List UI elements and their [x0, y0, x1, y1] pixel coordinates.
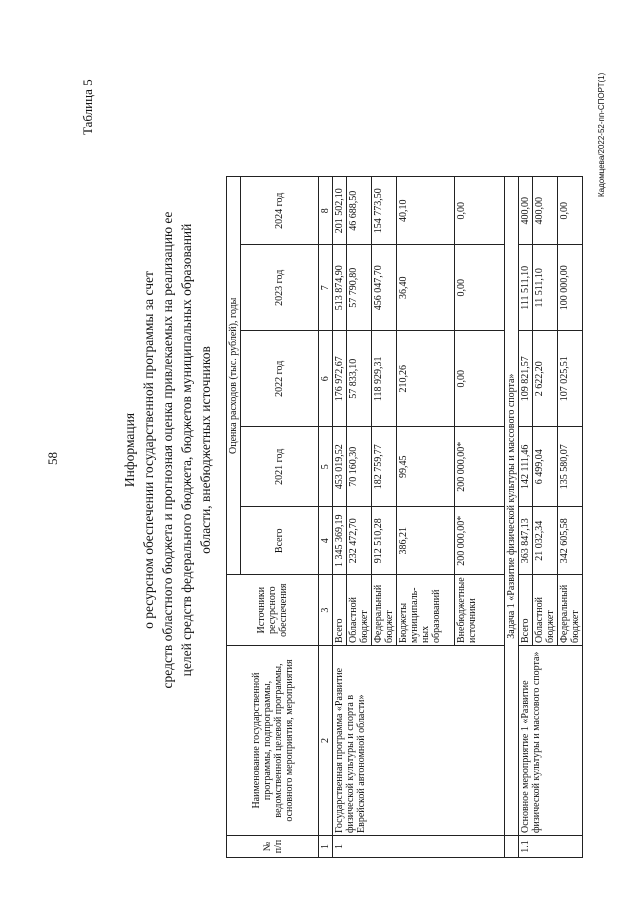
value-cell: 513 874,90 [333, 245, 347, 331]
value-cell: 46 688,50 [347, 177, 372, 245]
value-cell: 11 511,10 [533, 245, 558, 331]
header-name: Наименование государственной программы, подпрограммы, ведомственной целевой программы, основного мероприятия, мероприятия [227, 646, 319, 836]
header-year: 2023 год [241, 245, 319, 331]
source-cell: Федеральный бюджет [372, 575, 397, 646]
column-number: 4 [319, 507, 333, 575]
value-cell: 201 502,10 [333, 177, 347, 245]
heading-line: целей средств федерального бюджета, бюджетов муниципальных образований [179, 223, 194, 677]
source-cell: Областной бюджет [533, 575, 558, 646]
value-cell: 57 833,10 [347, 331, 372, 427]
value-cell: 135 580,07 [558, 427, 583, 507]
value-cell: 210,26 [397, 331, 455, 427]
task-num-cell [505, 836, 519, 858]
heading-line: средств областного бюджета и прогнозная оценка привлекаемых на реализацию ее [160, 211, 175, 689]
column-number: 7 [319, 245, 333, 331]
header-year: 2024 год [241, 177, 319, 245]
value-cell: 118 929,31 [372, 331, 397, 427]
heading-line: области, внебюджетных источников [198, 346, 213, 554]
value-cell: 400,00 [533, 177, 558, 245]
value-cell: 40,10 [397, 177, 455, 245]
row-num: 1.1 [519, 836, 583, 858]
table-row [519, 177, 533, 858]
footer-reference: Кадомцева/2022-52-пп-СПОРТ(1) [597, 72, 606, 197]
value-cell: 6 499,04 [533, 427, 558, 507]
column-number: 5 [319, 427, 333, 507]
header-year: 2021 год [241, 427, 319, 507]
column-number: 1 [319, 836, 333, 858]
table-header-row [227, 177, 241, 858]
value-cell: 99,45 [397, 427, 455, 507]
value-cell: 0,00 [455, 177, 505, 245]
value-cell: 57 790,80 [347, 245, 372, 331]
value-cell: 0,00 [558, 177, 583, 245]
header-total: Всего [241, 507, 319, 575]
header-source: Источники ресурсного обеспечения [227, 575, 319, 646]
value-cell: 100 000,00 [558, 245, 583, 331]
page-number: 58 [45, 452, 60, 465]
value-cell: 36,40 [397, 245, 455, 331]
value-cell: 200 000,00* [455, 507, 505, 575]
header-year: 2022 год [241, 331, 319, 427]
value-cell: 363 847,13 [519, 507, 533, 575]
value-cell: 0,00 [455, 245, 505, 331]
column-number: 6 [319, 331, 333, 427]
value-cell: 111 511,10 [519, 245, 533, 331]
value-cell: 342 605,58 [558, 507, 583, 575]
value-cell: 70 160,30 [347, 427, 372, 507]
value-cell: 176 972,67 [333, 331, 347, 427]
value-cell: 109 821,57 [519, 331, 533, 427]
source-cell: Всего [333, 575, 347, 646]
column-number-row [319, 177, 333, 858]
value-cell: 1 345 369,19 [333, 507, 347, 575]
heading-line: Информация [122, 412, 137, 488]
column-number: 8 [319, 177, 333, 245]
value-cell: 0,00 [455, 331, 505, 427]
source-cell: Федеральный бюджет [558, 575, 583, 646]
value-cell: 232 472,70 [347, 507, 372, 575]
heading-line: о ресурсном обеспечении государственной программы за счет [141, 271, 156, 629]
column-number: 3 [319, 575, 333, 646]
header-num: № п/п [227, 836, 319, 858]
value-cell: 912 510,28 [372, 507, 397, 575]
value-cell: 182 759,77 [372, 427, 397, 507]
document-heading [120, 125, 215, 775]
value-cell: 2 622,20 [533, 331, 558, 427]
value-cell: 200 000,00* [455, 427, 505, 507]
row-num: 1 [333, 836, 505, 858]
value-cell: 142 111,46 [519, 427, 533, 507]
column-number: 2 [319, 646, 333, 836]
source-cell: Областной бюджет [347, 575, 372, 646]
program-name: Государственная программа «Развитие физической культуры и спорта в Еврейской автономной области» [333, 646, 505, 836]
resource-budget-table [226, 176, 583, 858]
value-cell: 154 773,50 [372, 177, 397, 245]
value-cell: 107 025,51 [558, 331, 583, 427]
header-estimate: Оценка расходов (тыс. рублей), годы [227, 177, 241, 575]
table-row [333, 177, 347, 858]
value-cell: 386,21 [397, 507, 455, 575]
value-cell: 453 019,52 [333, 427, 347, 507]
table-caption: Таблица 5 [80, 79, 95, 135]
source-cell: Внебюджетные источники [455, 575, 505, 646]
activity-name: Основное мероприятие 1 «Развитие физической культуры и массового спорта» [519, 646, 583, 836]
value-cell: 21 032,34 [533, 507, 558, 575]
source-cell: Всего [519, 575, 533, 646]
source-cell: Бюджеты муниципаль-ных образований [397, 575, 455, 646]
value-cell: 456 047,70 [372, 245, 397, 331]
value-cell: 400,00 [519, 177, 533, 245]
task-title: Задача 1 «Развитие физической культуры и массового спорта» [505, 177, 519, 836]
task-row [505, 177, 519, 858]
